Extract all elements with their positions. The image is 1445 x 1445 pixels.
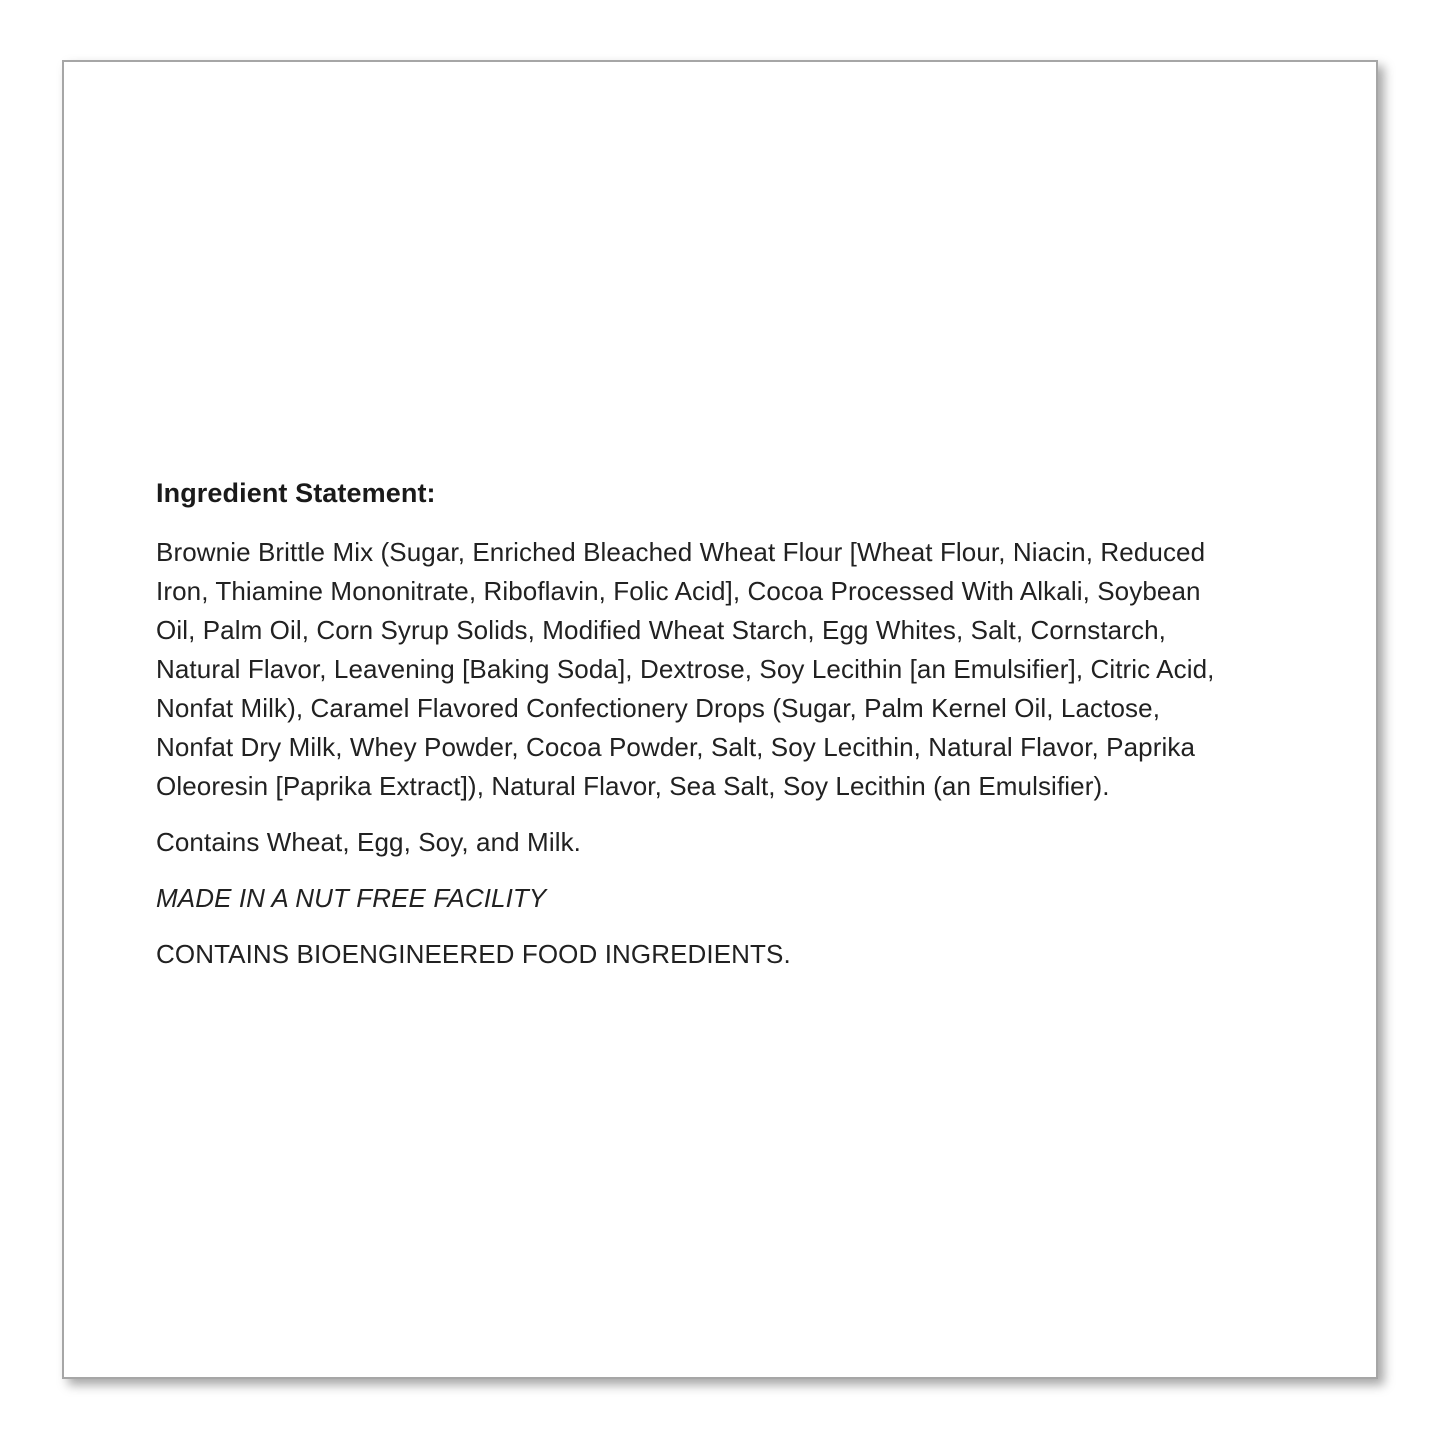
bioengineered-ingredients-note: CONTAINS BIOENGINEERED FOOD INGREDIENTS. [156,939,791,969]
document-page-card [62,60,1378,1379]
ingredient-line: Brownie Brittle Mix (Sugar, Enriched Bleached Wheat Flour [Wheat Flour, Niacin, Reduced [156,537,1206,567]
allergen-statement: Contains Wheat, Egg, Soy, and Milk. [156,827,581,857]
ingredient-paragraph [156,533,1316,806]
nut-free-facility-note: MADE IN A NUT FREE FACILITY [156,883,547,913]
ingredient-line: Natural Flavor, Leavening [Baking Soda], Dextrose, Soy Lecithin [an Emulsifier], Citric Acid, [156,654,1215,684]
ingredient-line: Oil, Palm Oil, Corn Syrup Solids, Modified Wheat Starch, Egg Whites, Salt, Cornstarch, [156,615,1166,645]
ingredient-line: Iron, Thiamine Mononitrate, Riboflavin, Folic Acid], Cocoa Processed With Alkali, Soybean [156,576,1201,606]
ingredient-statement-heading: Ingredient Statement: [156,478,436,508]
ingredient-statement-section [156,474,1316,974]
ingredient-line: Nonfat Milk), Caramel Flavored Confectionery Drops (Sugar, Palm Kernel Oil, Lactose, [156,693,1161,723]
ingredient-line: Oleoresin [Paprika Extract]), Natural Flavor, Sea Salt, Soy Lecithin (an Emulsifier). [156,771,1110,801]
ingredient-line: Nonfat Dry Milk, Whey Powder, Cocoa Powder, Salt, Soy Lecithin, Natural Flavor, Paprika [156,732,1196,762]
